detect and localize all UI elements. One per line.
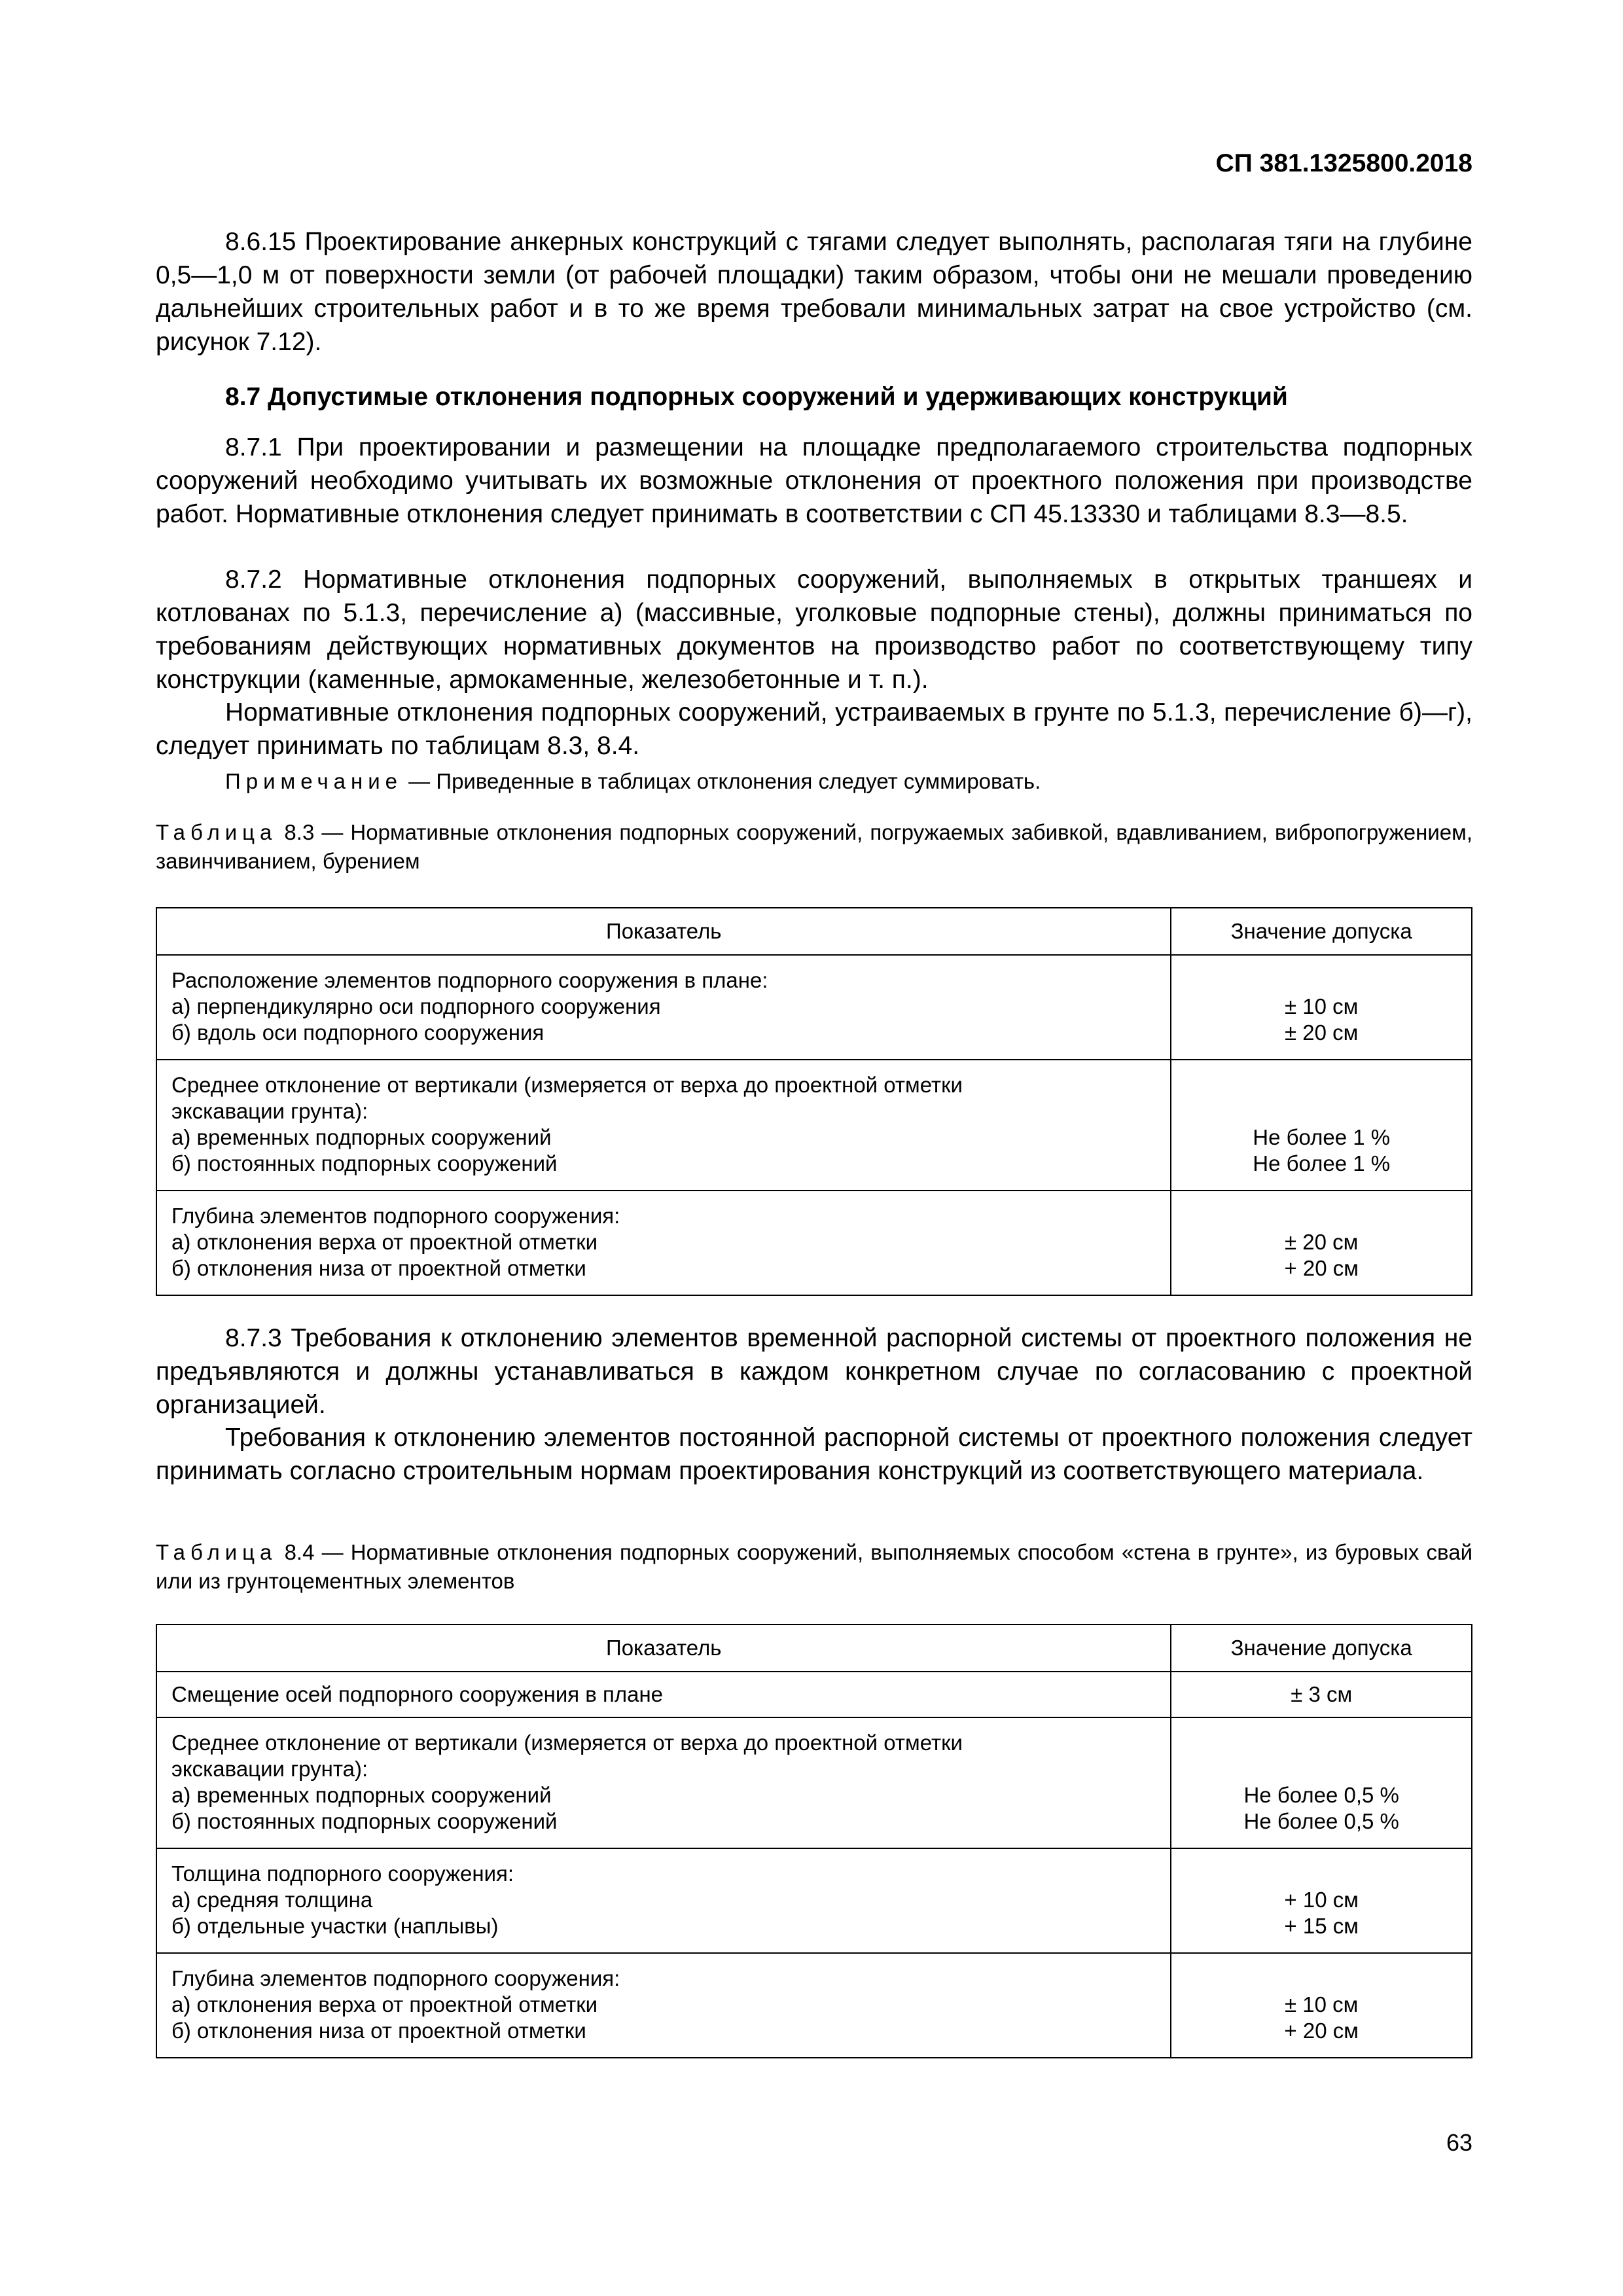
- table-row: [156, 1953, 1472, 2058]
- paragraph-8-7-3: 8.7.3 Требования к отклонению элементов временной распорной системы от проектного положения не предъявляются и должны устанавливаться в каждом конкретном случае по согласованию с проектной организацией.: [156, 1324, 1472, 1419]
- page-number: 63: [1446, 2129, 1472, 2156]
- note-text: — Приведенные в таблицах отклонения следует суммировать.: [402, 769, 1041, 793]
- table-cell-indicator: Среднее отклонение от вертикали (измеряется от верха до проектной отметки экскавации грунта): а) временных подпорных сооружений б) постоянных подпорных сооружений: [156, 1060, 1171, 1191]
- note: [225, 767, 1041, 796]
- table-row: [156, 1191, 1472, 1295]
- table-8-4-caption: [156, 1538, 1472, 1596]
- table-caption-label: Таблица: [156, 1540, 277, 1564]
- table-cell-indicator: Толщина подпорного сооружения: а) средняя толщина б) отдельные участки (наплывы): [156, 1848, 1171, 1953]
- paragraph-8-6-15: 8.6.15 Проектирование анкерных конструкций с тягами следует выполнять, располагая тяги на глубине 0,5—1,0 м от поверхности земли (от рабочей площадки) таким образом, чтобы они не мешали проведению дальнейших строительных работ и в то же время требовали минимальных затрат на свое устройство (см. рисунок 7.12).: [156, 228, 1472, 356]
- table-header-indicator: Показатель: [156, 908, 1171, 955]
- table-cell-tolerance: ± 20 см + 20 см: [1171, 1191, 1472, 1295]
- table-row: [156, 1060, 1472, 1191]
- table-cell-indicator: Глубина элементов подпорного сооружения: а) отклонения верха от проектной отметки б) отклонения низа от проектной отметки: [156, 1953, 1171, 2058]
- table-row: [156, 1717, 1472, 1848]
- table-row: [156, 1672, 1472, 1717]
- document-code: СП 381.1325800.2018: [1215, 149, 1472, 177]
- paragraph-8-7-3-continued: Требования к отклонению элементов постоянной распорной системы от проектного положения следует принимать согласно строительным нормам проектирования конструкций из соответствующего материала.: [156, 1424, 1472, 1485]
- table-cell-indicator: Среднее отклонение от вертикали (измеряется от верха до проектной отметки экскавации грунта): а) временных подпорных сооружений б) постоянных подпорных сооружений: [156, 1717, 1171, 1848]
- table-8-3-caption: [156, 818, 1472, 876]
- table-cell-tolerance: ± 10 см + 20 см: [1171, 1953, 1472, 2058]
- table-caption-text: 8.3 — Нормативные отклонения подпорных сооружений, погружаемых забивкой, вдавливанием, вибропогружением, завинчиванием, бурением: [156, 820, 1472, 873]
- table-cell-tolerance: ± 3 см: [1171, 1672, 1472, 1717]
- table-cell-indicator: Глубина элементов подпорного сооружения: а) отклонения верха от проектной отметки б) отклонения низа от проектной отметки: [156, 1191, 1171, 1295]
- paragraph-8-7-2-continued: Нормативные отклонения подпорных сооружений, устраиваемых в грунте по 5.1.3, перечисление б)—г), следует принимать по таблицам 8.3, 8.4.: [156, 698, 1472, 760]
- paragraph-8-7-1: 8.7.1 При проектировании и размещении на площадке предполагаемого строительства подпорных сооружений необходимо учитывать их возможные отклонения от проектного положения при производстве работ. Нормативные отклонения следует принимать в соответствии с СП 45.13330 и таблицами 8.3—8.5.: [156, 433, 1472, 528]
- table-header-indicator: Показатель: [156, 1624, 1171, 1672]
- table-cell-indicator: Смещение осей подпорного сооружения в плане: [156, 1672, 1171, 1717]
- paragraph-8-7-2: 8.7.2 Нормативные отклонения подпорных сооружений, выполняемых в открытых траншеях и котлованах по 5.1.3, перечисление а) (массивные, уголковые подпорные стены), должны приниматься по требованиям действующих нормативных документов на производство работ по соответствующему типу конструкции (каменные, армокаменные, железобетонные и т. п.).: [156, 565, 1472, 694]
- table-caption-text: 8.4 — Нормативные отклонения подпорных сооружений, выполняемых способом «стена в грунте», из буровых свай или из грунтоцементных элементов: [156, 1540, 1472, 1593]
- table-cell-tolerance: Не более 1 % Не более 1 %: [1171, 1060, 1472, 1191]
- table-header-tolerance: Значение допуска: [1171, 1624, 1472, 1672]
- table-cell-indicator: Расположение элементов подпорного сооружения в плане: а) перпендикулярно оси подпорного сооружения б) вдоль оси подпорного сооружения: [156, 955, 1171, 1060]
- table-cell-tolerance: + 10 см + 15 см: [1171, 1848, 1472, 1953]
- table-8-3: [156, 907, 1472, 1296]
- table-header-tolerance: Значение допуска: [1171, 908, 1472, 955]
- table-row: [156, 955, 1472, 1060]
- table-caption-label: Таблица: [156, 820, 277, 844]
- table-row: [156, 1848, 1472, 1953]
- table-cell-tolerance: ± 10 см ± 20 см: [1171, 955, 1472, 1060]
- section-heading-8-7: 8.7 Допустимые отклонения подпорных сооружений и удерживающих конструкций: [225, 383, 1288, 411]
- note-label: Примечание: [225, 769, 403, 793]
- table-cell-tolerance: Не более 0,5 % Не более 0,5 %: [1171, 1717, 1472, 1848]
- table-8-4: [156, 1624, 1472, 2058]
